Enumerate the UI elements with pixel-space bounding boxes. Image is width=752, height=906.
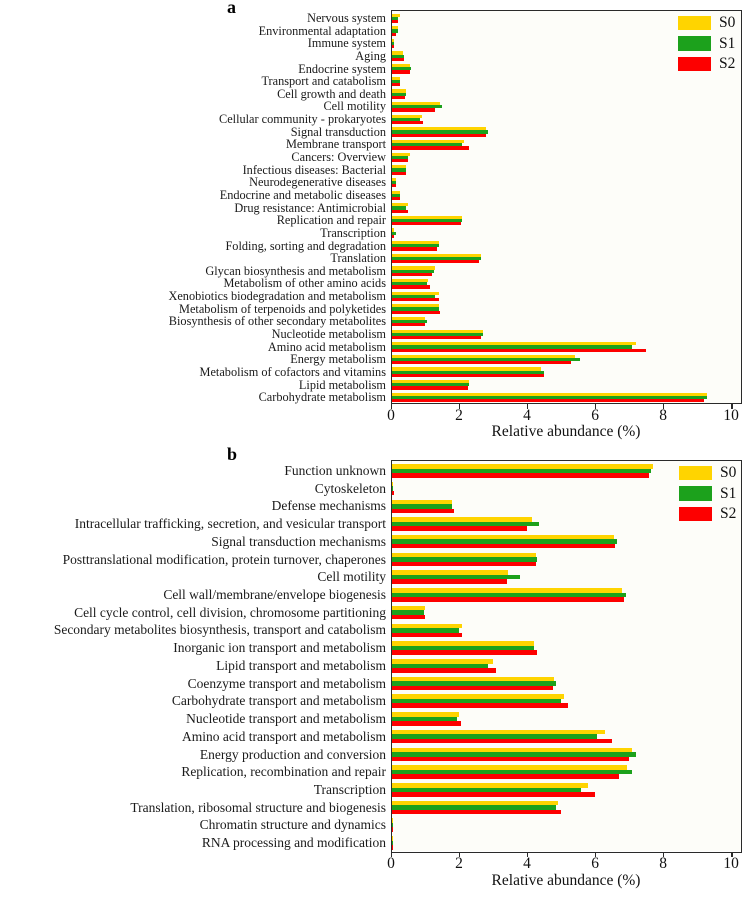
x-tick-label: 0 — [387, 855, 395, 872]
category-label: Infectious diseases: Bacterial — [242, 162, 386, 177]
x-tick-label: 4 — [523, 855, 531, 872]
bar-s2 — [391, 20, 398, 23]
category-label: Replication, recombination and repair — [181, 764, 386, 780]
category-label: Cellular community - prokaryotes — [219, 112, 386, 127]
bar-s2 — [391, 235, 394, 238]
category-label: Signal transduction mechanisms — [211, 533, 386, 549]
category-row — [0, 834, 742, 852]
category-bars — [391, 586, 742, 604]
category-row — [0, 189, 742, 202]
category-bars — [391, 202, 742, 215]
bar-s2 — [391, 108, 435, 111]
category-label: Secondary metabolites biosynthesis, transport and catabolism — [53, 622, 386, 638]
category-row — [0, 568, 742, 586]
bar-s2 — [391, 247, 437, 250]
panel-a-rows — [0, 12, 742, 404]
x-tick-label: 8 — [659, 855, 667, 872]
category-label: Drug resistance: Antimicrobial — [234, 200, 386, 215]
bar-s2 — [391, 374, 544, 377]
category-label: Xenobiotics biodegradation and metabolism — [168, 289, 386, 304]
category-bars — [391, 75, 742, 88]
category-label: Glycan biosynthesis and metabolism — [205, 263, 386, 278]
category-row — [0, 151, 742, 164]
category-bars — [391, 834, 742, 852]
category-label: Metabolism of terpenoids and polyketides — [179, 301, 386, 316]
category-row — [0, 604, 742, 622]
category-bars — [391, 240, 742, 253]
category-label: Energy production and conversion — [199, 746, 386, 762]
category-row — [0, 12, 742, 25]
bar-s2 — [391, 386, 468, 389]
x-tick-label: 2 — [455, 407, 463, 424]
category-row — [0, 214, 742, 227]
bar-s2 — [391, 739, 612, 744]
bar-s2 — [391, 721, 461, 726]
category-bars — [391, 290, 742, 303]
category-bars — [391, 265, 742, 278]
category-row — [0, 763, 742, 781]
x-tick-label: 8 — [659, 407, 667, 424]
category-label: Cell motility — [317, 569, 386, 585]
category-label: Cell motility — [323, 99, 386, 114]
category-row — [0, 290, 742, 303]
category-bars — [391, 176, 742, 189]
bar-s2 — [391, 650, 537, 655]
category-label: Chromatin structure and dynamics — [199, 817, 386, 833]
category-bars — [391, 391, 742, 404]
category-bars — [391, 763, 742, 781]
category-label: Cell wall/membrane/envelope biogenesis — [163, 587, 386, 603]
legend-item-s2 — [678, 55, 735, 73]
category-label: Signal transduction — [290, 124, 386, 139]
panel-a-legend — [678, 14, 735, 73]
category-row — [0, 515, 742, 533]
bar-s2 — [391, 562, 536, 567]
category-label: Nucleotide transport and metabolism — [186, 711, 386, 727]
bar-s2 — [391, 33, 396, 36]
category-label: RNA processing and modification — [201, 835, 386, 851]
category-label: Membrane transport — [285, 137, 386, 152]
category-bars — [391, 710, 742, 728]
bar-s2 — [391, 197, 400, 200]
bar-s2 — [391, 323, 425, 326]
category-row — [0, 621, 742, 639]
category-bars — [391, 126, 742, 139]
legend-label-s0: S0 — [719, 14, 736, 31]
category-label: Translation, ribosomal structure and biogenesis — [130, 799, 386, 815]
category-label: Intracellular trafficking, secretion, and vesicular transport — [74, 516, 386, 532]
category-bars — [391, 328, 742, 341]
category-label: Nervous system — [307, 11, 386, 25]
category-bars — [391, 568, 742, 586]
legend-item-s0 — [678, 14, 735, 32]
bar-s2 — [391, 473, 649, 478]
category-bars — [391, 303, 742, 316]
category-bars — [391, 366, 742, 379]
category-row — [0, 75, 742, 88]
bar-s2 — [391, 184, 396, 187]
category-row — [0, 799, 742, 817]
legend-label-s2: S2 — [719, 55, 736, 72]
category-bars — [391, 781, 742, 799]
category-label: Folding, sorting and degradation — [225, 238, 386, 253]
category-bars — [391, 657, 742, 675]
category-row — [0, 252, 742, 265]
category-row — [0, 533, 742, 551]
category-label: Immune system — [307, 36, 386, 51]
bar-s2 — [391, 686, 553, 691]
category-bars — [391, 341, 742, 354]
category-row — [0, 692, 742, 710]
category-label: Amino acid transport and metabolism — [182, 728, 386, 744]
legend-swatch-s0 — [678, 16, 711, 31]
legend-label-s0: S0 — [720, 464, 737, 481]
bar-s2 — [391, 121, 423, 124]
bar-s2 — [391, 70, 410, 73]
category-row — [0, 50, 742, 63]
category-bars — [391, 315, 742, 328]
category-label: Biosynthesis of other secondary metabolites — [168, 314, 386, 329]
bar-s2 — [391, 273, 432, 276]
legend-label-s1: S1 — [720, 484, 737, 502]
bar-s2 — [391, 399, 704, 402]
bar-s2 — [391, 845, 393, 850]
bar-s2 — [391, 491, 394, 496]
category-bars — [391, 551, 742, 569]
category-bars — [391, 353, 742, 366]
category-bars — [391, 88, 742, 101]
legend-label-s2: S2 — [720, 505, 737, 522]
category-bars — [391, 113, 742, 126]
x-tick-label: 4 — [523, 407, 531, 424]
category-row — [0, 551, 742, 569]
category-label: Endocrine system — [298, 61, 386, 76]
bar-s2 — [391, 172, 406, 175]
category-bars — [391, 675, 742, 693]
category-label: Coenzyme transport and metabolism — [187, 675, 386, 691]
category-label: Cancers: Overview — [291, 150, 386, 165]
bar-s2 — [391, 45, 394, 48]
category-label: Replication and repair — [276, 213, 386, 228]
panel-a-x-axis-label: Relative abundance (%) — [491, 423, 641, 440]
category-label: Posttranslational modification, protein turnover, chaperones — [62, 551, 386, 567]
category-label: Amino acid metabolism — [267, 339, 386, 354]
bar-s2 — [391, 827, 393, 832]
legend-item-s1 — [679, 485, 736, 503]
bar-s2 — [391, 336, 481, 339]
category-label: Environmental adaptation — [258, 23, 386, 38]
category-label: Metabolism of other amino acids — [223, 276, 386, 291]
bar-s2 — [391, 703, 568, 708]
bar-s2 — [391, 774, 619, 779]
panel-a-letter: a — [227, 0, 236, 17]
bar-s2 — [391, 509, 454, 514]
panel-b-letter: b — [227, 444, 238, 464]
category-row — [0, 328, 742, 341]
legend-item-s1 — [678, 35, 735, 53]
category-row — [0, 781, 742, 799]
category-label: Translation — [330, 251, 386, 266]
bar-s2 — [391, 544, 615, 549]
category-label: Transcription — [320, 225, 386, 240]
x-tick-label: 6 — [591, 855, 599, 872]
legend-swatch-s1 — [678, 36, 711, 51]
bar-s2 — [391, 222, 461, 225]
category-row — [0, 113, 742, 126]
category-row — [0, 675, 742, 693]
category-label: Carbohydrate transport and metabolism — [171, 693, 386, 709]
bar-s2 — [391, 134, 486, 137]
panel-b-x-axis-label: Relative abundance (%) — [491, 872, 641, 889]
category-bars — [391, 277, 742, 290]
x-tick-label: 2 — [455, 855, 463, 872]
category-bars — [391, 728, 742, 746]
panel-b-rows — [0, 462, 742, 852]
bar-s2 — [391, 146, 469, 149]
category-bars — [391, 639, 742, 657]
category-bars — [391, 252, 742, 265]
bar-s2 — [391, 159, 408, 162]
legend-swatch-s2 — [679, 507, 712, 522]
category-label: Endocrine and metabolic diseases — [219, 187, 386, 202]
category-row — [0, 586, 742, 604]
x-tick-label: 0 — [387, 407, 395, 424]
category-row — [0, 366, 742, 379]
category-label: Aging — [355, 48, 386, 63]
bar-s2 — [391, 58, 404, 61]
category-label: Cell cycle control, cell division, chromosome partitioning — [74, 604, 386, 620]
bar-s2 — [391, 311, 440, 314]
category-label: Nucleotide metabolism — [271, 327, 386, 342]
category-bars — [391, 746, 742, 764]
bar-s2 — [391, 757, 629, 762]
category-bars — [391, 151, 742, 164]
legend-item-s0 — [679, 464, 736, 482]
category-label: Function unknown — [284, 463, 386, 478]
category-bars — [391, 604, 742, 622]
category-row — [0, 816, 742, 834]
legend-swatch-s0 — [679, 466, 712, 481]
category-row — [0, 710, 742, 728]
category-label: Energy metabolism — [290, 352, 386, 367]
category-bars — [391, 621, 742, 639]
bar-s2 — [391, 792, 595, 797]
category-bars — [391, 164, 742, 177]
bar-s2 — [391, 810, 561, 815]
bar-s2 — [391, 285, 430, 288]
category-label: Lipid metabolism — [298, 377, 386, 392]
category-label: Cell growth and death — [277, 86, 386, 101]
panel-b-legend — [679, 464, 736, 523]
category-label: Inorganic ion transport and metabolism — [173, 640, 386, 656]
x-tick-label: 6 — [591, 407, 599, 424]
bar-s2 — [391, 633, 462, 638]
category-row — [0, 657, 742, 675]
category-label: Metabolism of cofactors and vitamins — [199, 364, 386, 379]
category-row — [0, 639, 742, 657]
category-row — [0, 480, 742, 498]
category-row — [0, 227, 742, 240]
category-label: Carbohydrate metabolism — [258, 390, 386, 405]
category-row — [0, 746, 742, 764]
legend-item-s2 — [679, 505, 736, 523]
x-tick-label: 10 — [723, 855, 739, 872]
category-bars — [391, 379, 742, 392]
category-row — [0, 462, 742, 480]
bar-s2 — [391, 83, 400, 86]
category-label: Transcription — [313, 781, 386, 797]
category-bars — [391, 816, 742, 834]
bar-s2 — [391, 579, 507, 584]
bar-s2 — [391, 260, 479, 263]
legend-swatch-s1 — [679, 486, 712, 501]
bar-s2 — [391, 668, 496, 673]
category-row — [0, 728, 742, 746]
category-label: Lipid transport and metabolism — [216, 657, 386, 673]
category-label: Defense mechanisms — [271, 498, 386, 514]
bar-s2 — [391, 361, 571, 364]
category-bars — [391, 692, 742, 710]
category-label: Cytoskeleton — [314, 480, 386, 496]
bar-s2 — [391, 298, 439, 301]
bar-s2 — [391, 96, 405, 99]
category-label: Neurodegenerative diseases — [249, 175, 386, 190]
category-bars — [391, 138, 742, 151]
category-row — [0, 497, 742, 515]
bar-s2 — [391, 349, 646, 352]
category-label: Transport and catabolism — [261, 74, 386, 89]
category-bars — [391, 214, 742, 227]
category-bars — [391, 100, 742, 113]
legend-swatch-s2 — [678, 57, 711, 72]
bar-s2 — [391, 210, 408, 213]
category-bars — [391, 189, 742, 202]
category-bars — [391, 799, 742, 817]
legend-label-s1: S1 — [719, 34, 736, 52]
x-tick-label: 10 — [723, 407, 739, 424]
bar-s2 — [391, 597, 624, 602]
category-bars — [391, 533, 742, 551]
bar-s2 — [391, 615, 425, 620]
category-bars — [391, 227, 742, 240]
category-row — [0, 391, 742, 404]
bar-s2 — [391, 526, 527, 531]
